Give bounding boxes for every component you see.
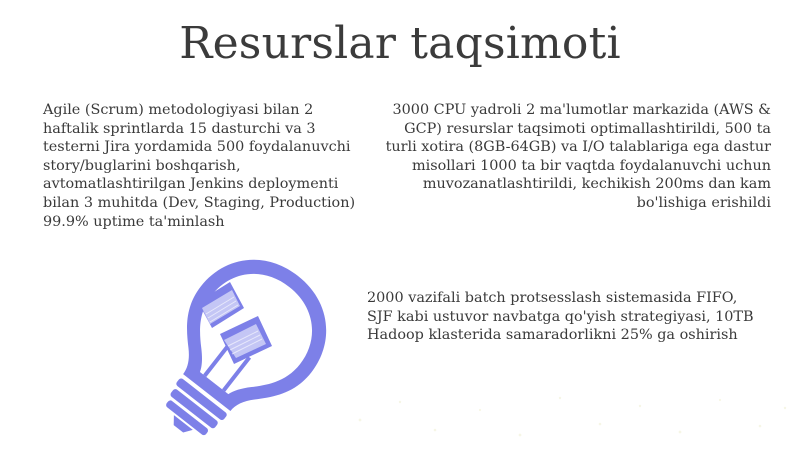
text-block-agile: Agile (Scrum) metodologiyasi bilan 2 haftalik sprintlarda 15 dasturchi va 3 testerni Jira yordamida 500 foydalanuvchi story/buglarini boshqarish, avtomatlashtirilgan Jenkins deploymenti bilan 3 muhitda (Dev, Staging, Production) 99.9% uptime ta'minlash xyxy=(43,102,356,230)
text-block-batch: 2000 vazifali batch protsesslash sistemasida FIFO, SJF kabi ustuvor navbatga qo'yish strategiyasi, 10TB Hadoop klasterida samaradorlikni 25% ga oshirish xyxy=(367,290,754,344)
lightbulb-book-icon xyxy=(140,250,340,450)
slide-title: Resurslar taqsimoti xyxy=(179,18,621,69)
text-block-cpu: 3000 CPU yadroli 2 ma'lumotlar markazida (AWS & GCP) resurslar taqsimoti optimallashtirildi, 500 ta turli xotira (8GB-64GB) va I/O talablariga ega dastur misollari 1000 ta bir vaqtda foydalanuvchi uchun muvozanatlashtirildi, kechikish 200ms dan kam bo'lishiga erishildi xyxy=(385,102,771,211)
decorative-dots xyxy=(340,380,800,449)
